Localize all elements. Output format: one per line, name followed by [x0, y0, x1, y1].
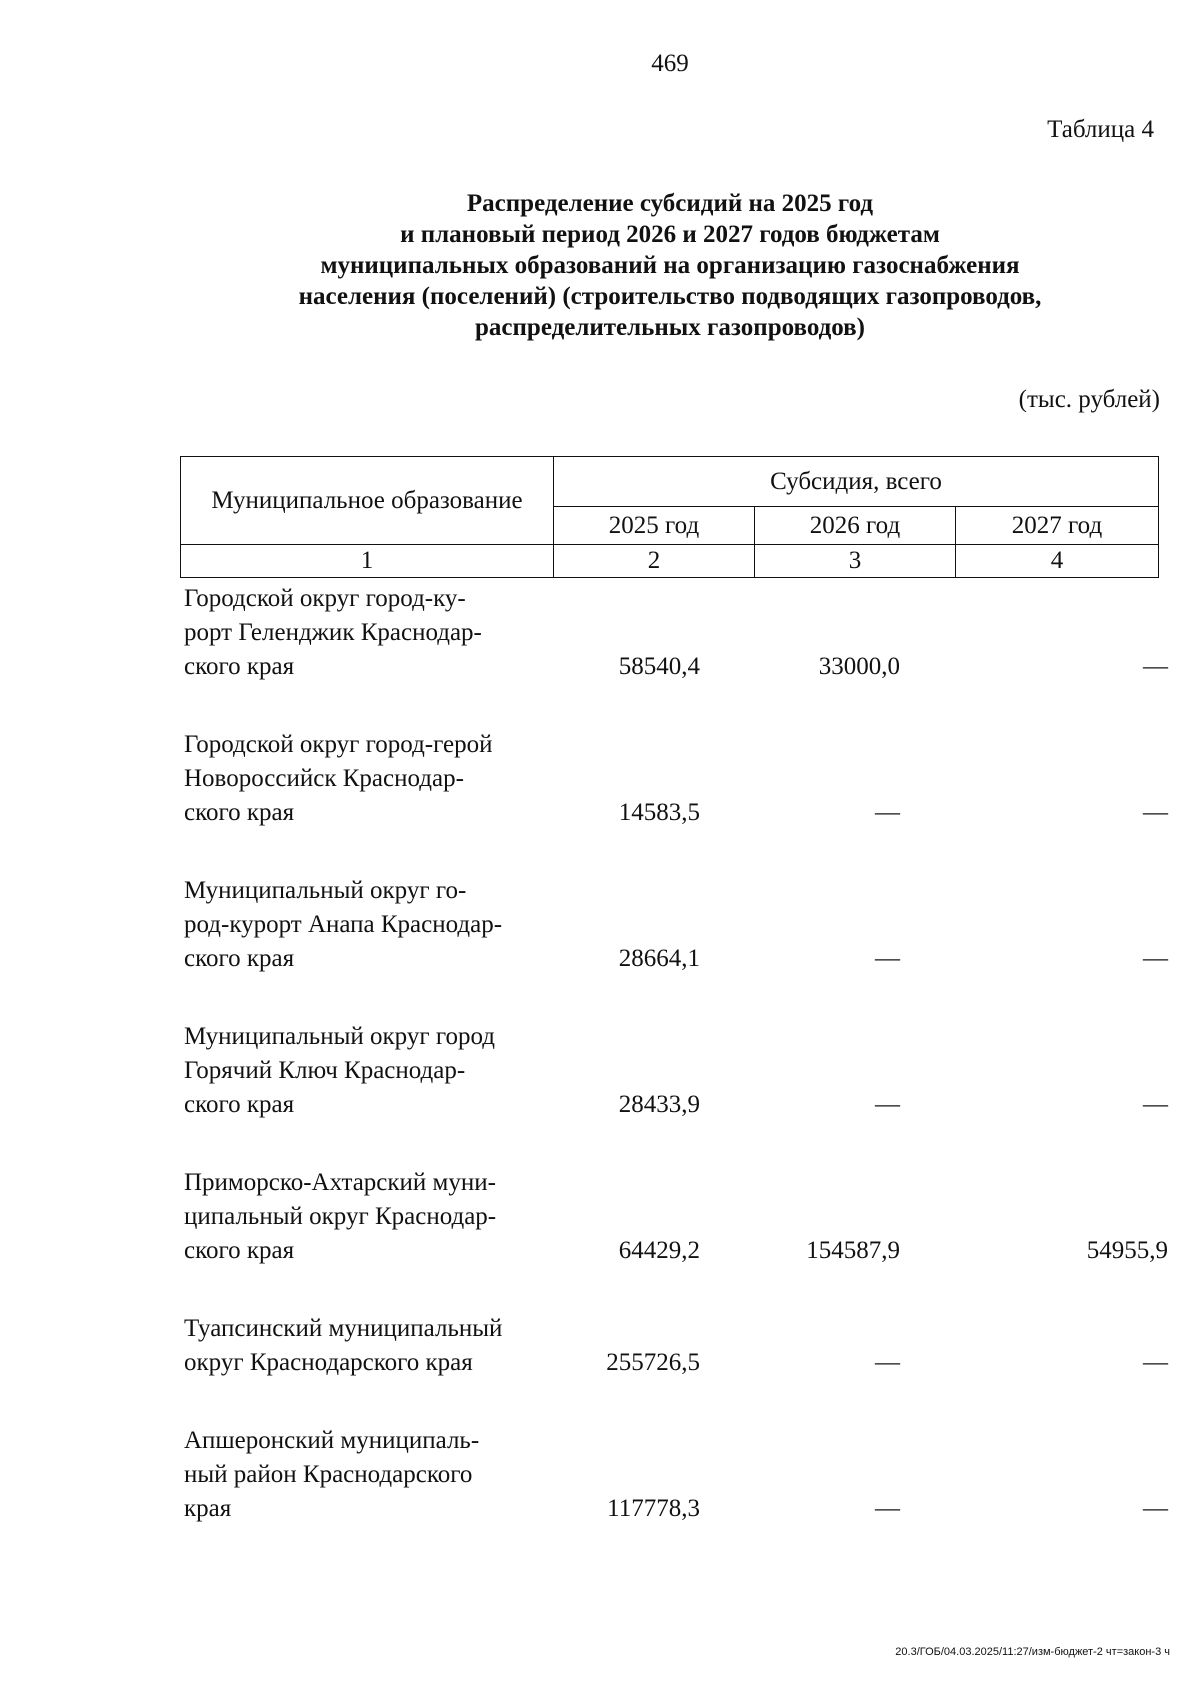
value-2027: — — [1143, 1091, 1168, 1118]
table-row — [184, 1424, 1168, 1526]
name-line: края — [184, 1495, 232, 1522]
title-line: муниципальных образований на организацию газоснабжения — [320, 252, 1020, 279]
name-line: ского края — [184, 653, 295, 680]
municipality-name — [184, 728, 554, 830]
name-line: ского края — [184, 1091, 295, 1118]
value-2025: 64429,2 — [618, 1237, 700, 1264]
name-line: Городской округ город-герой — [184, 731, 493, 758]
value-2026: — — [875, 1495, 900, 1522]
name-line: ципальный округ Краснодар- — [184, 1203, 497, 1230]
value-2027: — — [1143, 1349, 1168, 1376]
name-line: ского края — [184, 1237, 295, 1264]
header-year-2025: 2025 год — [554, 507, 755, 545]
name-line: округ Краснодарского края — [184, 1349, 473, 1376]
name-line: ского края — [184, 945, 295, 972]
value-2026: 33000,0 — [818, 653, 900, 680]
column-number: 1 — [181, 545, 554, 578]
value-2025: 14583,5 — [618, 799, 700, 826]
value-2025: 117778,3 — [607, 1495, 700, 1522]
table-row — [184, 874, 1168, 976]
municipality-name — [184, 1312, 554, 1380]
value-2027: — — [1143, 1495, 1168, 1522]
value-2026: 154587,9 — [806, 1237, 900, 1264]
value-2026: — — [875, 945, 900, 972]
table-row — [184, 728, 1168, 830]
column-number: 4 — [956, 545, 1159, 578]
value-2027: — — [1143, 799, 1168, 826]
value-2025: 28433,9 — [618, 1091, 700, 1118]
municipality-name — [184, 1020, 554, 1122]
units-label: (тыс. рублей) — [1018, 386, 1160, 413]
name-line: ный район Краснодарского — [184, 1461, 473, 1488]
name-line: род-курорт Анапа Краснодар- — [184, 911, 503, 938]
table-label: Таблица 4 — [1047, 116, 1154, 143]
document-title — [170, 188, 1170, 343]
header-year-2027: 2027 год — [956, 507, 1159, 545]
header-year-2026: 2026 год — [755, 507, 956, 545]
value-2027: — — [1143, 945, 1168, 972]
name-line: Апшеронский муниципаль- — [184, 1427, 480, 1454]
header-municipality: Муниципальное образование — [181, 457, 554, 545]
title-line: и плановый период 2026 и 2027 годов бюджетам — [400, 221, 940, 248]
name-line: Новороссийск Краснодар- — [184, 765, 464, 792]
table-body — [184, 582, 1168, 1526]
title-line: распределительных газопроводов) — [475, 314, 865, 341]
title-line: Распределение субсидий на 2025 год — [466, 190, 874, 217]
name-line: рорт Геленджик Краснодар- — [184, 619, 482, 646]
document-footer-code: 20.3/ГОБ/04.03.2025/11:27/изм-бюджет-2 чт=закон-3 ч — [895, 1646, 1170, 1658]
value-2026: — — [875, 1091, 900, 1118]
value-2027: 54955,9 — [1086, 1237, 1168, 1264]
name-line: ского края — [184, 799, 295, 826]
name-line: Горячий Ключ Краснодар- — [184, 1057, 466, 1084]
table-header — [180, 456, 1159, 578]
name-line: Городской округ город-ку- — [184, 585, 466, 612]
municipality-name — [184, 1424, 554, 1526]
table-row — [184, 1312, 1168, 1380]
header-subsidy-total: Субсидия, всего — [554, 457, 1159, 507]
value-2025: 58540,4 — [618, 653, 700, 680]
name-line: Муниципальный округ го- — [184, 877, 467, 904]
value-2026: — — [875, 799, 900, 826]
name-line: Приморско-Ахтарский муни- — [184, 1169, 496, 1196]
column-number: 3 — [755, 545, 956, 578]
table-row — [184, 582, 1168, 684]
municipality-name — [184, 1166, 554, 1268]
title-line: населения (поселений) (строительство подводящих газопроводов, — [298, 283, 1042, 310]
value-2025: 28664,1 — [618, 945, 700, 972]
value-2025: 255726,5 — [606, 1349, 700, 1376]
name-line: Муниципальный округ город — [184, 1023, 495, 1050]
value-2027: — — [1143, 653, 1168, 680]
municipality-name — [184, 874, 554, 976]
value-2026: — — [875, 1349, 900, 1376]
table-row — [184, 1020, 1168, 1122]
column-number: 2 — [554, 545, 755, 578]
page-number: 469 — [651, 50, 689, 77]
table-row — [184, 1166, 1168, 1268]
municipality-name — [184, 582, 554, 684]
name-line: Туапсинский муниципальный — [184, 1315, 503, 1342]
